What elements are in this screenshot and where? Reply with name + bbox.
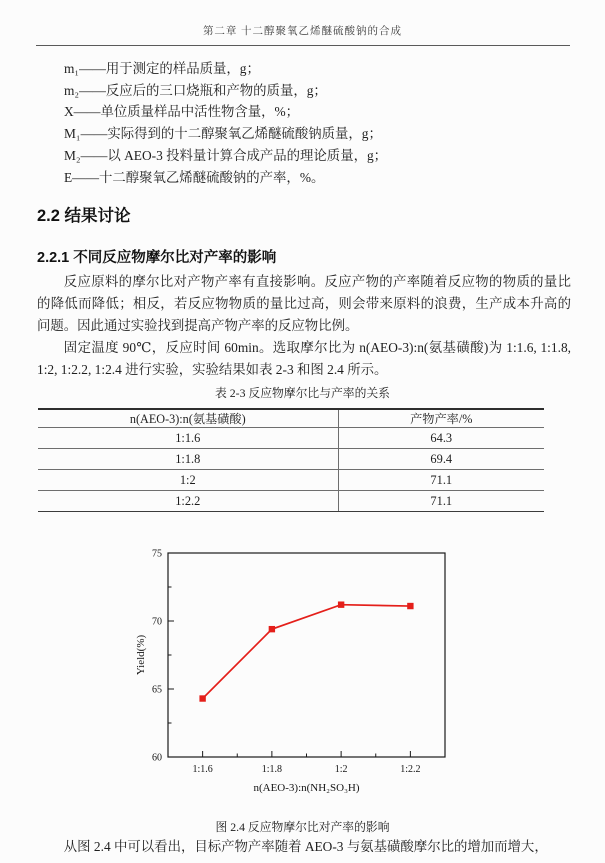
yield-chart-figure [130, 544, 475, 806]
data-point-marker [407, 603, 413, 609]
cell-ratio: 1:2 [38, 470, 338, 491]
paragraph-molar-ratio-intro: 反应原料的摩尔比对产物产率有直接影响。反应产物的产率随着反应物的物质的量比的降低而降低；相反，若反应物物质的量比过高，则会带来原料的浪费，生产成本升高的问题。因此通过实验找到提高产物产率的反应物比例。 [37, 274, 571, 334]
cell-ratio: 1:1.8 [38, 449, 338, 470]
x-tick-label: 1:1.6 [192, 764, 213, 775]
y-tick-label: 65 [152, 684, 162, 696]
x-tick-label: 1:2 [334, 764, 348, 775]
closing-paragraph: 从图 2.4 中可以看出，目标产物产率随着 AEO-3 与氨基磺酸摩尔比的增加而增大， [63, 839, 548, 854]
cell-yield: 71.1 [338, 491, 544, 512]
cell-ratio: 1:1.6 [38, 428, 338, 449]
table-row [38, 428, 544, 449]
results-table [38, 408, 544, 512]
data-point-marker [199, 695, 205, 701]
table-header-ratio: n(AEO-3):n(氨基磺酸) [38, 409, 338, 428]
table-row [38, 470, 544, 491]
definitions-list [64, 58, 387, 188]
yield-line-chart [130, 544, 475, 806]
y-tick-label: 70 [152, 616, 162, 628]
x-axis-title: n(AEO-3):n(NH₂SO₃H) [253, 782, 360, 794]
figure-caption: 图 2.4 反应物摩尔比对产率的影响 [215, 820, 390, 834]
cell-ratio: 1:2.2 [38, 491, 338, 512]
plot-frame [168, 553, 445, 757]
cell-yield: 71.1 [338, 470, 544, 491]
cell-yield: 64.3 [338, 428, 544, 449]
yield-line [203, 605, 411, 699]
y-axis-title: Yield(%) [135, 634, 147, 676]
table-header-yield: 产物产率/% [338, 409, 544, 428]
definition-line-M2: M₂——以 AEO-3 投料量计算合成产品的理论质量，g； [64, 147, 388, 163]
definition-line-m2: m₂——反应后的三口烧瓶和产物的质量，g； [64, 82, 327, 98]
table-row [38, 449, 544, 470]
paragraph-experiment-conditions: 固定温度 90℃，反应时间 60min。选取摩尔比为 n(AEO-3):n(氨基磺酸)为 1:1.6, 1:1.8, 1:2, 1:2.2, 1:2.4 进行实验，实验结果如表 2-3 和图 2.4 所示。 [37, 340, 571, 378]
y-tick-label: 60 [152, 752, 162, 764]
table-header-row [38, 409, 544, 428]
header-rule [36, 45, 570, 46]
running-header-title: 第二章 十二醇聚氧乙烯醚硫酸钠的合成 [202, 26, 403, 37]
y-tick-label: 75 [152, 548, 162, 560]
data-point-marker [338, 601, 344, 607]
subsection-heading-molar-ratio: 2.2.1 不同反应物摩尔比对产率的影响 [37, 250, 277, 266]
cell-yield: 69.4 [338, 449, 544, 470]
x-tick-label: 1:1.8 [261, 764, 283, 775]
definition-line-M1: M₁——实际得到的十二醇聚氧乙烯醚硫酸钠质量，g； [64, 126, 382, 142]
section-heading-results: 2.2 结果讨论 [37, 207, 131, 225]
table-row [38, 491, 544, 512]
definition-line-x: X——单位质量样品中活性物含量，%； [64, 104, 300, 120]
x-tick-label: 1:2.2 [400, 764, 421, 775]
data-point-marker [269, 626, 275, 632]
definition-line-m1: m₁——用于测定的样品质量，g； [64, 61, 260, 76]
table-caption: 表 2-3 反应物摩尔比与产率的关系 [215, 386, 390, 400]
definition-line-E: E——十二醇聚氧乙烯醚硫酸钠的产率，%。 [64, 169, 325, 185]
